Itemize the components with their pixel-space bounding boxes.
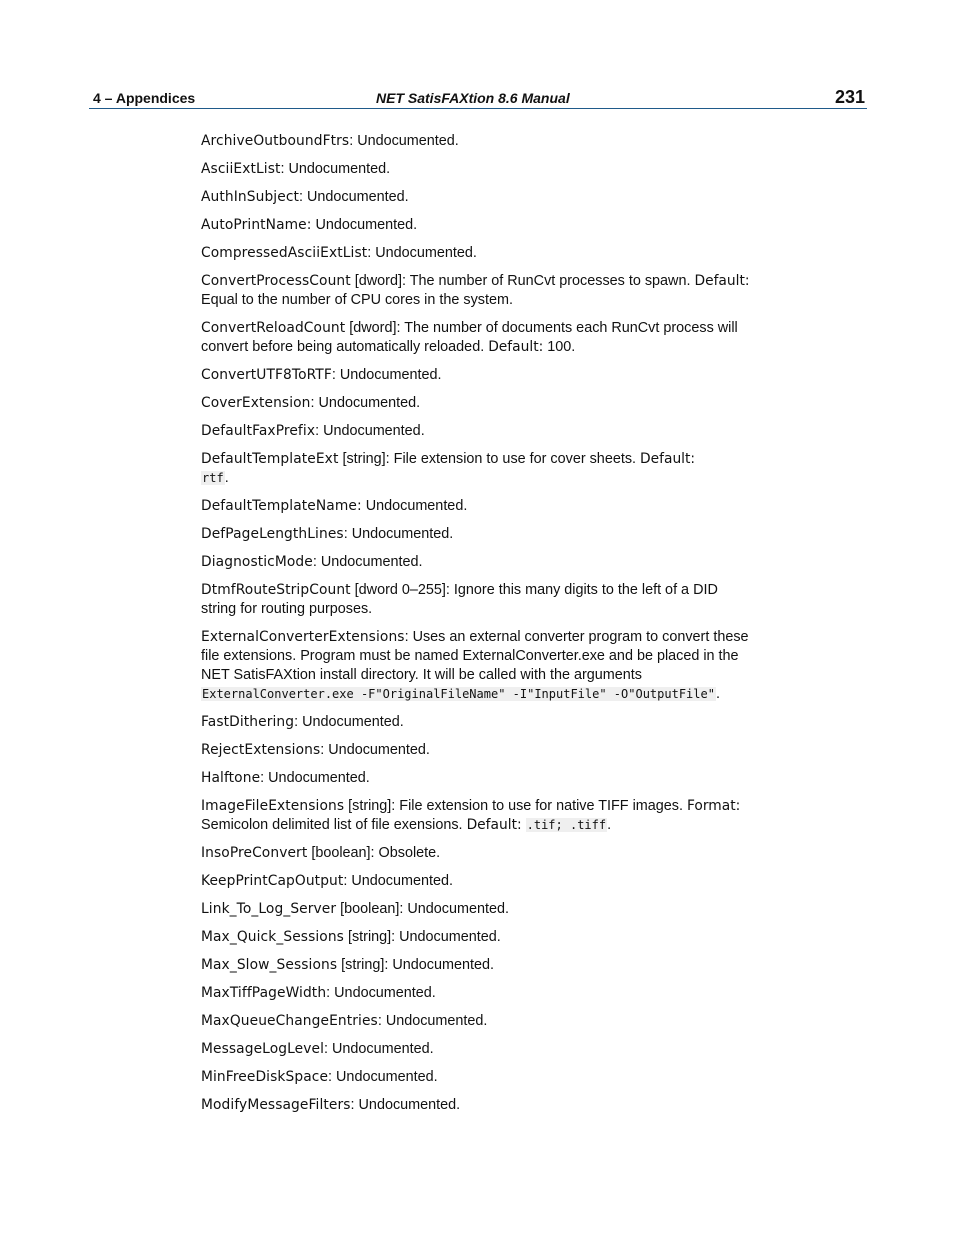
entry-term: AuthInSubject	[201, 189, 300, 205]
entry-max-tiff-page-width	[201, 984, 753, 1003]
entry-term: CoverExtension	[201, 395, 311, 411]
entry-term: MessageLogLevel	[201, 1041, 325, 1057]
entry-text: [string]: Undocumented.	[337, 957, 494, 973]
entry-default-fax-prefix	[201, 422, 753, 441]
entry-text: : Undocumented.	[343, 526, 454, 542]
default-value-code: .tif; .tiff	[526, 818, 607, 832]
entry-text: Undocumented.	[361, 498, 468, 514]
entry-text: : Undocumented.	[377, 1013, 488, 1029]
entry-convert-reload-count	[201, 319, 753, 357]
entry-term: ImageFileExtensions	[201, 798, 345, 814]
entry-keep-print-cap-output	[201, 872, 753, 891]
section-label: 4 – Appendices	[93, 90, 196, 106]
entry-message-log-level	[201, 1040, 753, 1059]
entry-tail: 100.	[543, 339, 576, 355]
entry-end: .	[224, 470, 229, 486]
format-label: Format:	[686, 798, 741, 814]
entry-convert-utf8-to-rtf	[201, 366, 753, 385]
default-label: Default:	[694, 273, 750, 289]
entry-end: .	[715, 686, 720, 702]
entry-text: : Undocumented.	[294, 714, 404, 730]
entry-term: MaxQueueChangeEntries	[201, 1013, 378, 1029]
entry-text: [string]: File extension to use for cover sheets.	[338, 451, 641, 467]
entry-auth-in-subject	[201, 188, 753, 207]
entry-term: ConvertUTF8ToRTF	[201, 367, 332, 383]
entry-inso-pre-convert	[201, 844, 753, 863]
entry-term: Link_To_Log_Server	[201, 901, 337, 917]
default-value-code: rtf	[202, 471, 224, 485]
entry-tail: Semicolon delimited list of file exensions.	[201, 817, 467, 833]
entry-text: [string]: Undocumented.	[343, 929, 501, 945]
entry-text: : Uses an external converter program to convert these file extensions. Program must be named ExternalConverter.exe and be placed in the NET SatisFAXtion install directory. It will be called with the arguments	[201, 629, 749, 683]
entry-term: MaxTiffPageWidth	[201, 985, 327, 1001]
entry-text: : Undocumented.	[312, 554, 423, 570]
entry-term: MinFreeDiskSpace	[201, 1069, 329, 1085]
entry-term: DtmfRouteStripCount	[201, 582, 351, 598]
entry-text: : Undocumented.	[260, 770, 370, 786]
registry-entries-list	[201, 132, 753, 1124]
entry-text: : Undocumented.	[324, 1041, 434, 1057]
entry-text: : Undocumented.	[320, 742, 430, 758]
entry-min-free-disk-space	[201, 1068, 753, 1087]
entry-text: : Undocumented.	[315, 423, 425, 439]
page-header	[89, 88, 867, 109]
entry-term: AsciiExtList	[201, 161, 281, 177]
entry-text: : Undocumented.	[343, 873, 454, 889]
entry-term: FastDithering	[201, 714, 295, 730]
entry-term: ModifyMessageFilters	[201, 1097, 351, 1113]
entry-text: : Undocumented.	[310, 395, 421, 411]
default-label: Default:	[640, 451, 696, 467]
entry-text: : Undocumented.	[326, 985, 436, 1001]
entry-text: [boolean]: Obsolete.	[307, 845, 441, 861]
entry-term: KeepPrintCapOutput	[201, 873, 344, 889]
entry-convert-process-count	[201, 272, 753, 310]
entry-text: [dword]: The number of RunCvt processes to spawn.	[350, 273, 695, 289]
entry-term: DefaultFaxPrefix	[201, 423, 316, 439]
command-line-code: ExternalConverter.exe -F"OriginalFileName" -I"InputFile" -O"OutputFile"	[202, 687, 715, 701]
entry-term: Halftone	[201, 770, 261, 786]
entry-term: DiagnosticMode	[201, 554, 313, 570]
entry-term: DefaultTemplateExt	[201, 451, 339, 467]
entry-text: : Undocumented.	[299, 189, 409, 205]
entry-link-to-log-server	[201, 900, 753, 919]
entry-dtmf-route-strip-count	[201, 581, 753, 619]
entry-text: Undocumented.	[311, 217, 418, 233]
entry-term: InsoPreConvert	[201, 845, 308, 861]
entry-cover-extension	[201, 394, 753, 413]
entry-term: ConvertProcessCount	[201, 273, 351, 289]
entry-def-page-length-lines	[201, 525, 753, 544]
entry-default-template-ext	[201, 450, 753, 488]
default-label: Default:	[466, 817, 522, 833]
entry-term: CompressedAsciiExtList	[201, 245, 368, 261]
entry-max-queue-change-entries	[201, 1012, 753, 1031]
entry-ascii-ext-list	[201, 160, 753, 179]
entry-text: : Undocumented.	[367, 245, 477, 261]
entry-text: : Undocumented.	[331, 367, 442, 383]
entry-term: DefPageLengthLines	[201, 526, 344, 542]
entry-term: Max_Quick_Sessions	[201, 929, 344, 945]
entry-text: [dword]: The number of documents each RunCvt process will convert before being automatically reloaded.	[201, 320, 738, 355]
entry-external-converter-extensions	[201, 628, 753, 704]
entry-text: [boolean]: Undocumented.	[336, 901, 509, 917]
entry-term: AutoPrintName:	[201, 217, 312, 233]
entry-auto-print-name	[201, 216, 753, 235]
entry-term: ExternalConverterExtensions	[201, 629, 405, 645]
entry-text: : Undocumented.	[350, 1097, 461, 1113]
entry-fast-dithering	[201, 713, 753, 732]
entry-default-template-name	[201, 497, 753, 516]
entry-diagnostic-mode	[201, 553, 753, 572]
manual-title: NET SatisFAXtion 8.6 Manual	[376, 90, 570, 106]
entry-image-file-extensions	[201, 797, 753, 835]
entry-term: DefaultTemplateName:	[201, 498, 362, 514]
entry-halftone	[201, 769, 753, 788]
entry-text: [dword 0–255]: Ignore this many digits to the left of a DID string for routing purposes.	[201, 582, 718, 617]
entry-text: : Undocumented.	[280, 161, 391, 177]
page-number: 231	[834, 87, 865, 107]
entry-tail: Equal to the number of CPU cores in the system.	[201, 292, 513, 308]
entry-text: : Undocumented.	[349, 133, 459, 149]
entry-compressed-ascii-ext-list	[201, 244, 753, 263]
entry-modify-message-filters	[201, 1096, 753, 1115]
entry-term: RejectExtensions	[201, 742, 321, 758]
entry-text: : Undocumented.	[328, 1069, 438, 1085]
entry-end: .	[607, 817, 612, 833]
entry-max-slow-sessions	[201, 956, 753, 975]
entry-text: [string]: File extension to use for native TIFF images.	[344, 798, 687, 814]
entry-term: ConvertReloadCount	[201, 320, 346, 336]
entry-max-quick-sessions	[201, 928, 753, 947]
default-label: Default:	[488, 339, 544, 355]
entry-term: Max_Slow_Sessions	[201, 957, 338, 973]
entry-archive-outbound-ftrs	[201, 132, 753, 151]
entry-term: ArchiveOutboundFtrs	[201, 133, 350, 149]
entry-reject-extensions	[201, 741, 753, 760]
